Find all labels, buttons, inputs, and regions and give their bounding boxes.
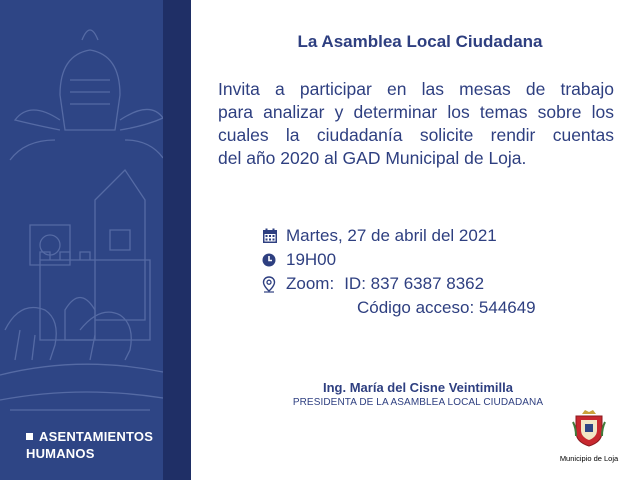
intro-line: del año 2020 al GAD Municipal de Loja.	[218, 148, 527, 168]
clock-icon	[262, 253, 286, 267]
event-details	[262, 224, 602, 320]
signer-role: PRESIDENTA DE LA ASAMBLEA LOCAL CIUDADANA	[292, 397, 544, 408]
intro-line: Invita a participar en las mesas de trabajo	[218, 79, 614, 99]
logo-caption: Municipio de Loja	[559, 454, 619, 463]
date-row	[262, 224, 602, 248]
event-time: 19H00	[286, 250, 337, 269]
intro-line: cuales la ciudadanía solicite rendir cuentas	[218, 125, 614, 145]
coat-of-arms-icon	[572, 408, 606, 448]
location-pin-icon	[262, 276, 286, 293]
page-title: La Asamblea Local Ciudadana	[297, 32, 543, 51]
category-label	[26, 428, 163, 462]
municipal-logo	[554, 408, 624, 463]
square-bullet-icon	[26, 433, 33, 440]
zoom-row	[262, 272, 602, 296]
category-line2: HUMANOS	[26, 446, 95, 461]
zoom-id: ID: 837 6387 8362	[344, 274, 485, 293]
intro-paragraph	[218, 78, 614, 170]
zoom-label: Zoom:	[286, 274, 335, 293]
category-line1: ASENTAMIENTOS	[39, 429, 154, 444]
intro-line: para analizar y determinar los temas sobre los	[218, 102, 614, 122]
access-code-row	[262, 296, 602, 320]
event-date: Martes, 27 de abril del 2021	[286, 226, 497, 245]
time-row	[262, 248, 602, 272]
decorative-panel	[0, 0, 163, 480]
calendar-icon	[262, 228, 286, 244]
heraldic-illustration	[0, 0, 163, 480]
panel-stripe	[163, 0, 191, 480]
signer-name: Ing. María del Cisne Veintimilla	[323, 380, 513, 395]
access-code: Código acceso: 544649	[357, 298, 536, 317]
signer-block	[248, 380, 588, 409]
